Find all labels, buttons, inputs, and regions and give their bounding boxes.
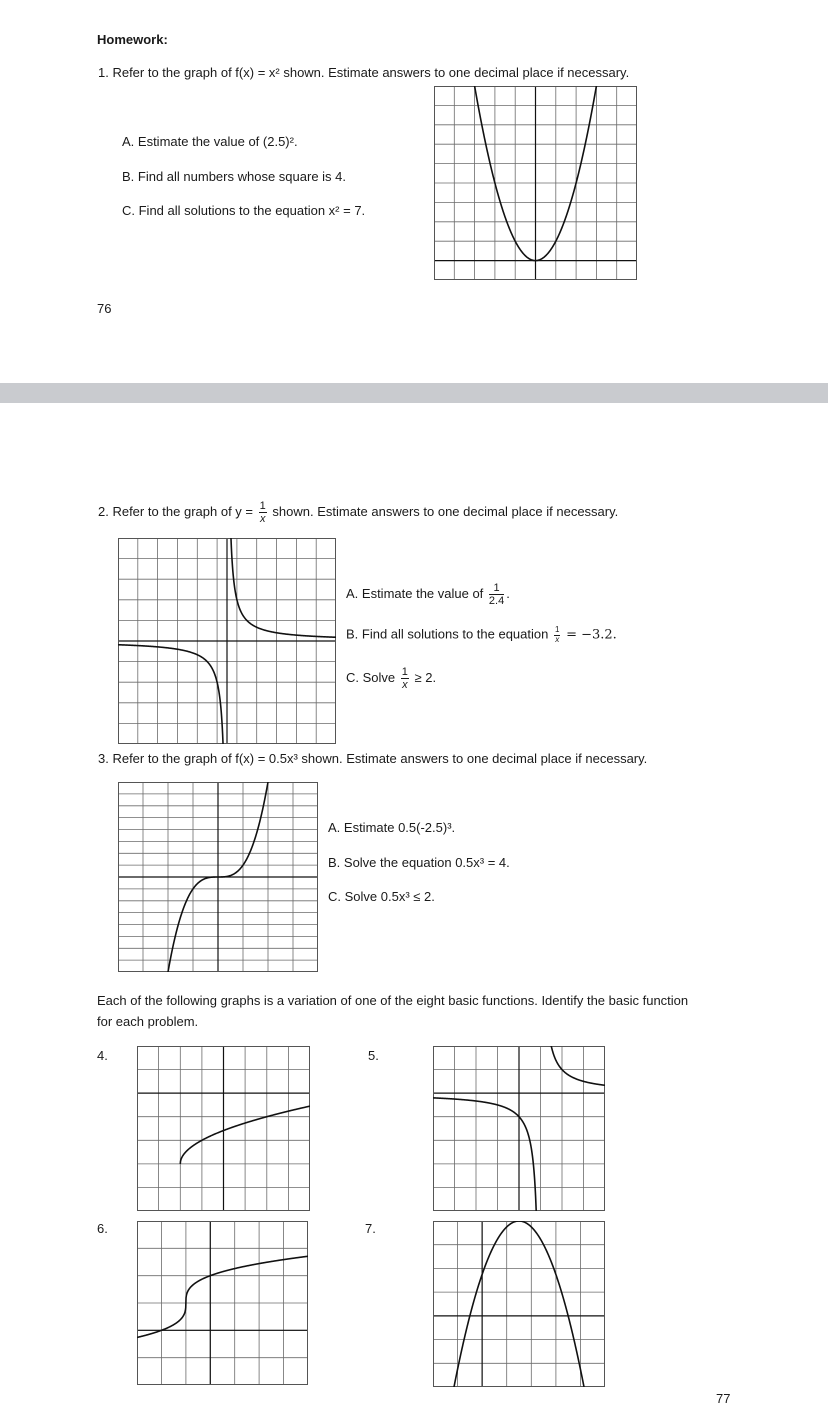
problem-4-label: 4. <box>97 1048 108 1063</box>
question-3b: B. Solve the equation 0.5x³ = 4. <box>328 855 510 870</box>
question-1a: A. Estimate the value of (2.5)². <box>122 134 298 149</box>
problem-7-label: 7. <box>365 1221 376 1236</box>
question-3a: A. Estimate 0.5(-2.5)³. <box>328 820 456 835</box>
question-1c: C. Find all solutions to the equation x² = 7. <box>122 203 366 218</box>
question-2a: A. Estimate the value of $\frac{1}{2.4}$ . <box>346 582 510 608</box>
page-divider <box>0 383 828 403</box>
instructions-line-2: for each problem. <box>97 1014 199 1029</box>
function-curve <box>137 1256 308 1337</box>
graph-7-parabola-down <box>433 1221 605 1387</box>
page-number-76: 76 <box>97 301 112 316</box>
graph-1-parabola <box>434 86 637 280</box>
question-1b: B. Find all numbers whose square is 4. <box>122 169 346 184</box>
graph-3-cubic <box>118 782 318 972</box>
graph-2-reciprocal <box>118 538 336 744</box>
grid-lines <box>137 1221 308 1385</box>
question-3-text: 3. Refer to the graph of f(x) = 0.5x³ shown. Estimate answers to one decimal place if necessary. <box>98 751 648 766</box>
problem-6-label: 6. <box>97 1221 108 1236</box>
graph-6-cube-root <box>137 1221 308 1385</box>
problem-5-label: 5. <box>368 1048 379 1063</box>
instructions-line-1: Each of the following graphs is a variation of one of the eight basic functions. Identify the basic function <box>97 993 689 1008</box>
question-2b: B. Find all solutions to the equation $\frac{1}{x}$ = −3.2. <box>346 625 617 644</box>
question-2-text: 2. Refer to the graph of y = $\frac{1}{x}$ shown. Estimate answers to one decimal place if necessary. <box>98 500 619 526</box>
page-number-77: 77 <box>716 1391 731 1406</box>
homework-heading: Homework: <box>97 32 168 47</box>
function-curve <box>445 1221 592 1387</box>
question-1-text: 1. Refer to the graph of f(x) = x² shown. Estimate answers to one decimal place if necessary. <box>98 65 630 80</box>
question-2c: C. Solve $\frac{1}{x}$ ≥ 2. <box>346 666 437 692</box>
question-3c: C. Solve 0.5x³ ≤ 2. <box>328 889 435 904</box>
graph-4-sqrt <box>137 1046 310 1211</box>
graph-5-reciprocal-shift <box>433 1046 605 1211</box>
